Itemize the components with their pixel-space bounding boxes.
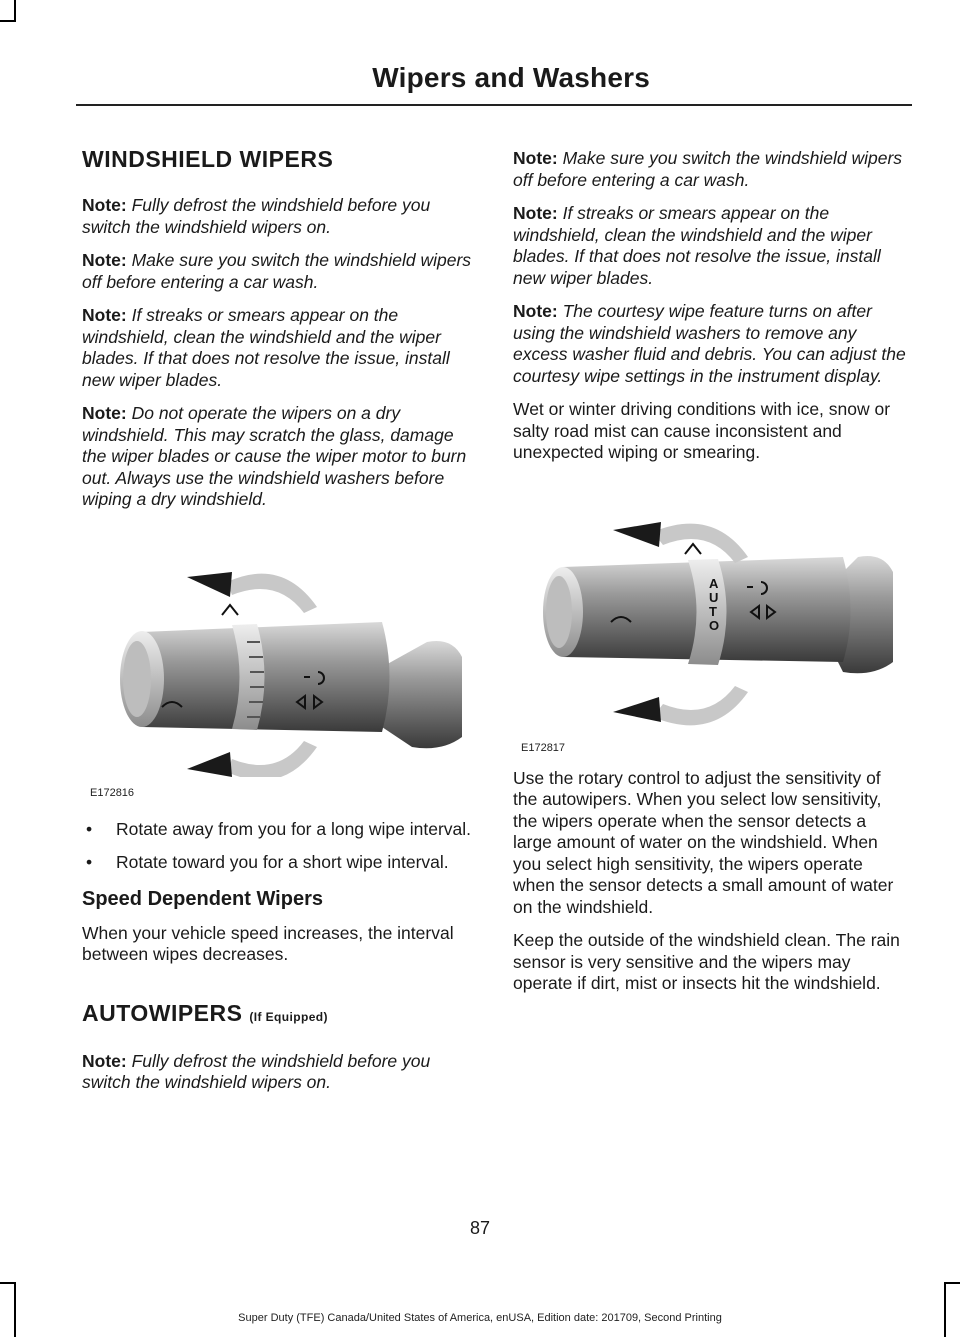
figure-id: E172817 xyxy=(521,741,566,754)
auto-letter: U xyxy=(709,589,719,605)
note-paragraph: Note: Fully defrost the windshield before you switch the windshield wipers on. xyxy=(82,195,431,237)
figure-id: E172816 xyxy=(90,786,135,799)
body-paragraph: Keep the outside of the windshield clean. The rain sensor is very sensitive and the wipers may operate if dirt, mist or insects hit the windshield. xyxy=(513,930,900,993)
body-paragraph: Use the rotary control to adjust the sensitivity of the autowipers. When you select low sensitivity, the wipers operate when the sensor detects a large amount of water on the windshield. When you select high sensitivity, the wipers operate when the sensor detects a small amount of water on the windshield. xyxy=(513,767,894,917)
crop-mark xyxy=(14,0,16,22)
left-column xyxy=(82,146,478,1106)
crop-mark xyxy=(944,1282,960,1284)
autowiper-stalk-illustration xyxy=(513,512,893,738)
wiper-stalk-figure xyxy=(82,547,462,799)
page-number: 87 xyxy=(469,1218,491,1238)
auto-letter: A xyxy=(709,575,719,591)
autowiper-stalk-figure xyxy=(513,512,893,762)
page-title: Wipers and Washers xyxy=(372,62,650,93)
right-column xyxy=(513,148,909,1007)
section-heading-windshield-wipers: WINDSHIELD WIPERS xyxy=(82,146,334,172)
crop-mark xyxy=(0,20,16,22)
note-paragraph: Note: Do not operate the wipers on a dry windshield. This may scratch the glass, damage the wiper blades or cause the wiper motor to burn out. Always use the windshield washers before wiping a dry windshield. xyxy=(82,403,467,509)
note-paragraph: Note: The courtesy wipe feature turns on after using the windshield washers to remove any excess washer fluid and debris. You can adjust the courtesy wipe settings in the instrument display. xyxy=(513,301,906,386)
bullet-list xyxy=(82,819,478,874)
note-paragraph: Note: If streaks or smears appear on the windshield, clean the windshield and the wiper blades. If that does not resolve the issue, install new wiper blades. xyxy=(513,203,881,288)
note-paragraph: Note: Make sure you switch the windshield wipers off before entering a car wash. xyxy=(82,250,472,292)
note-paragraph: Note: Make sure you switch the windshield wipers off before entering a car wash. xyxy=(513,148,903,190)
note-paragraph: Note: If streaks or smears appear on the windshield, clean the windshield and the wiper blades. If that does not resolve the issue, install new wiper blades. xyxy=(82,305,450,390)
body-paragraph: When your vehicle speed increases, the interval between wipes decreases. xyxy=(82,922,454,964)
list-item: • Rotate toward you for a short wipe interval. xyxy=(86,852,449,872)
auto-letter: T xyxy=(709,603,717,619)
subheading-speed-dependent-wipers: Speed Dependent Wipers xyxy=(82,887,323,910)
section-heading-autowipers: AUTOWIPERS (If Equipped) xyxy=(82,999,328,1026)
note-paragraph: Note: Fully defrost the windshield before you switch the windshield wipers on. xyxy=(82,1050,431,1092)
auto-letter: O xyxy=(709,617,720,633)
body-paragraph: Wet or winter driving conditions with ice, snow or salty road mist can cause inconsistent and unexpected wiping or smearing. xyxy=(513,399,891,462)
wiper-stalk-illustration xyxy=(82,547,462,777)
header-rule xyxy=(76,104,912,106)
crop-mark xyxy=(944,1282,946,1337)
list-item: • Rotate away from you for a long wipe interval. xyxy=(86,818,472,839)
crop-mark xyxy=(0,1282,16,1284)
crop-mark xyxy=(14,1282,16,1337)
footer-text: Super Duty (TFE) Canada/United States of America, enUSA, Edition date: 201709, Second Printing xyxy=(238,1312,722,1324)
